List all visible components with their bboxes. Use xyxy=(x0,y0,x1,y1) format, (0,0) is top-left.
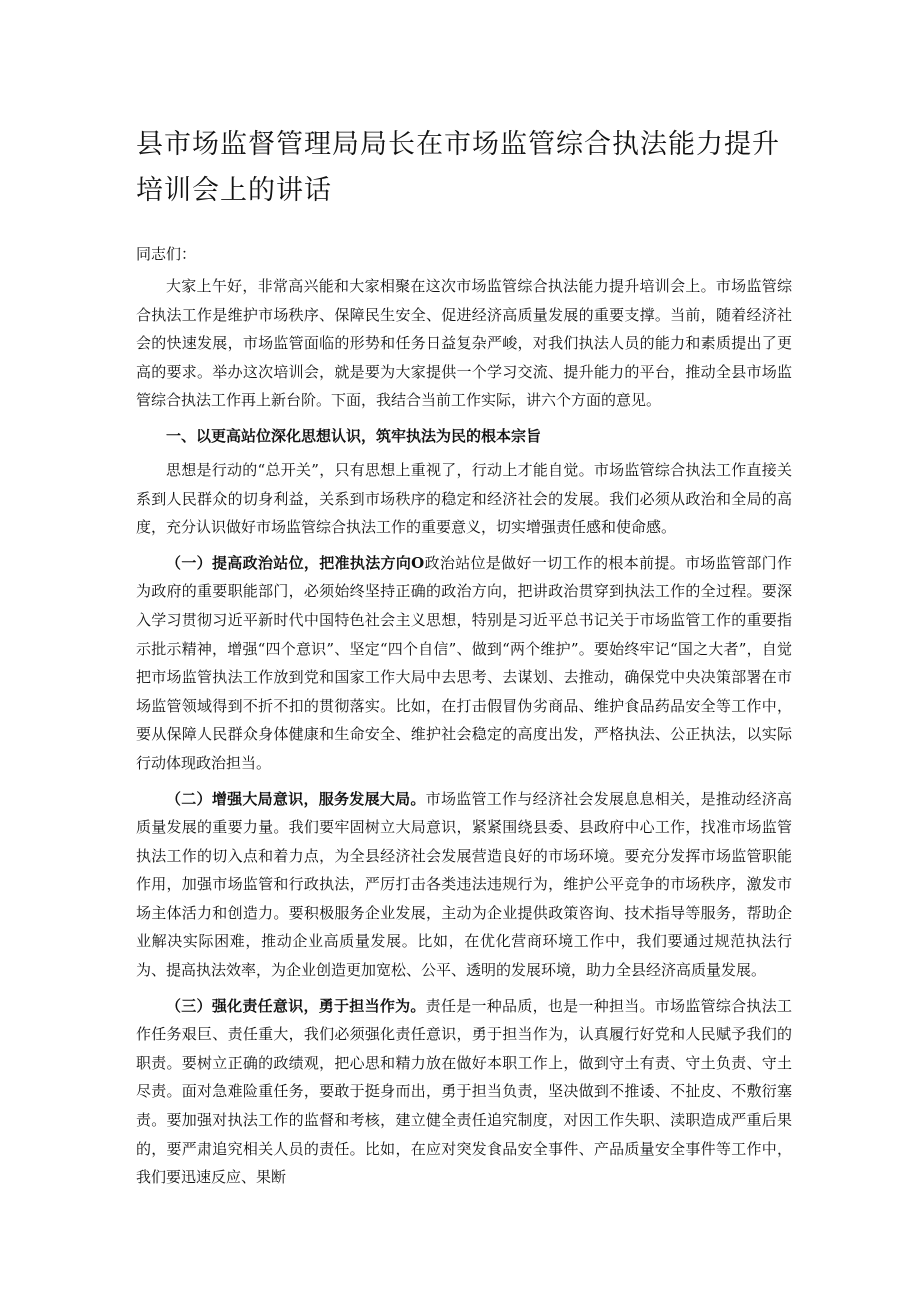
subsection-text-2: 市场监管工作与经济社会发展息息相关，是推动经济高质量发展的重要力量。我们要牢固树立大局意识，紧紧围绕县委、县政府中心工作，找准市场监管执法工作的切入点和着力点，为全县经济社会发展营造良好的市场环境。要充分发挥市场监管职能作用，加强市场监管和行政执法，严厉打击各类违法违规行为，维护公平竞争的市场秩序，激发市场主体活力和创造力。要积极服务企业发展，主动为企业提供政策咨询、技术指导等服务，帮助企业解决实际困难，推动企业高质量发展。比如，在优化营商环境工作中，我们要通过规范执法行为、提高执法效率，为企业创造更加宽松、公平、透明的发展环境，助力全县经济高质量发展。 xyxy=(136,789,792,980)
section-1-body: 思想是行动的“总开关”，只有思想上重视了，行动上才能自觉。市场监管综合执法工作直接关系到人民群众的切身利益，关系到市场秩序的稳定和经济社会的发展。我们必须从政治和全局的高度，充分认识做好市场监管综合执法工作的重要意义，切实增强责任感和使命感。 xyxy=(136,460,792,537)
section-heading-1: 一、以更高站位深化思想认识，筑牢执法为民的根本宗旨 xyxy=(166,426,542,445)
subsection-text-3: 责任是一种品质，也是一种担当。市场监管综合执法工作任务艰巨、责任重大，我们必须强化责任意识，勇于担当作为，认真履行好党和人民赋予我们的职责。要树立正确的政绩观，把心思和精力放在做好本职工作上，做到守土有责、守土负责、守土尽责。面对急难险重任务，要敢于挺身而出，勇于担当负责，坚决做到不推诿、不扯皮、不敷衍塞责。要加强对执法工作的监督和考核，建立健全责任追究制度，对因工作失职、渎职造成严重后果的，要严肃追究相关人员的责任。比如，在应对突发食品安全事件、产品质量安全事件等工作中，我们要迅速反应、果断 xyxy=(136,996,792,1187)
document-page xyxy=(136,122,792,1199)
subsection-lead-2: （二）增强大局意识，服务发展大局。 xyxy=(166,789,426,808)
subsection-lead-3: （三）强化责任意识，勇于担当作为。 xyxy=(166,996,426,1015)
salutation: 同志们： xyxy=(136,245,197,263)
subsection-lead-1: （一）提高政治站位，把准执法方向O xyxy=(166,553,425,572)
intro-paragraph: 大家上午好，非常高兴能和大家相聚在这次市场监管综合执法能力提升培训会上。市场监管综合执法工作是维护市场秩序、保障民生安全、促进经济高质量发展的重要支撑。当前，随着经济社会的快速发展，市场监管面临的形势和任务日益复杂严峻，对我们执法人员的能力和素质提出了更高的要求。举办这次培训会，就是要为大家提供一个学习交流、提升能力的平台，推动全县市场监管综合执法工作再上新台阶。下面，我结合当前工作实际，讲六个方面的意见。 xyxy=(136,277,792,410)
document-title: 县市场监督管理局局长在市场监管综合执法能力提升培训会上的讲话 xyxy=(136,129,780,206)
subsection-paragraph-1 xyxy=(136,549,792,778)
subsection-paragraph-2 xyxy=(136,785,792,985)
subsection-paragraph-3 xyxy=(136,992,792,1192)
subsection-text-1: 政治站位是做好一切工作的根本前提。市场监管部门作为政府的重要职能部门，必须始终坚持正确的政治方向，把讲政治贯穿到执法工作的全过程。要深入学习贯彻习近平新时代中国特色社会主义思想，特别是习近平总书记关于市场监管工作的重要指示批示精神，增强“四个意识”、坚定“四个自信”、做到“两个维护”。要始终牢记“国之大者”，自觉把市场监管执法工作放到党和国家工作大局中去思考、去谋划、去推动，确保党中央决策部署在市场监管领域得到不折不扣的贯彻落实。比如，在打击假冒伪劣商品、维护食品药品安全等工作中，要从保障人民群众身体健康和生命安全、维护社会稳定的高度出发，严格执法、公正执法，以实际行动体现政治担当。 xyxy=(136,553,792,772)
